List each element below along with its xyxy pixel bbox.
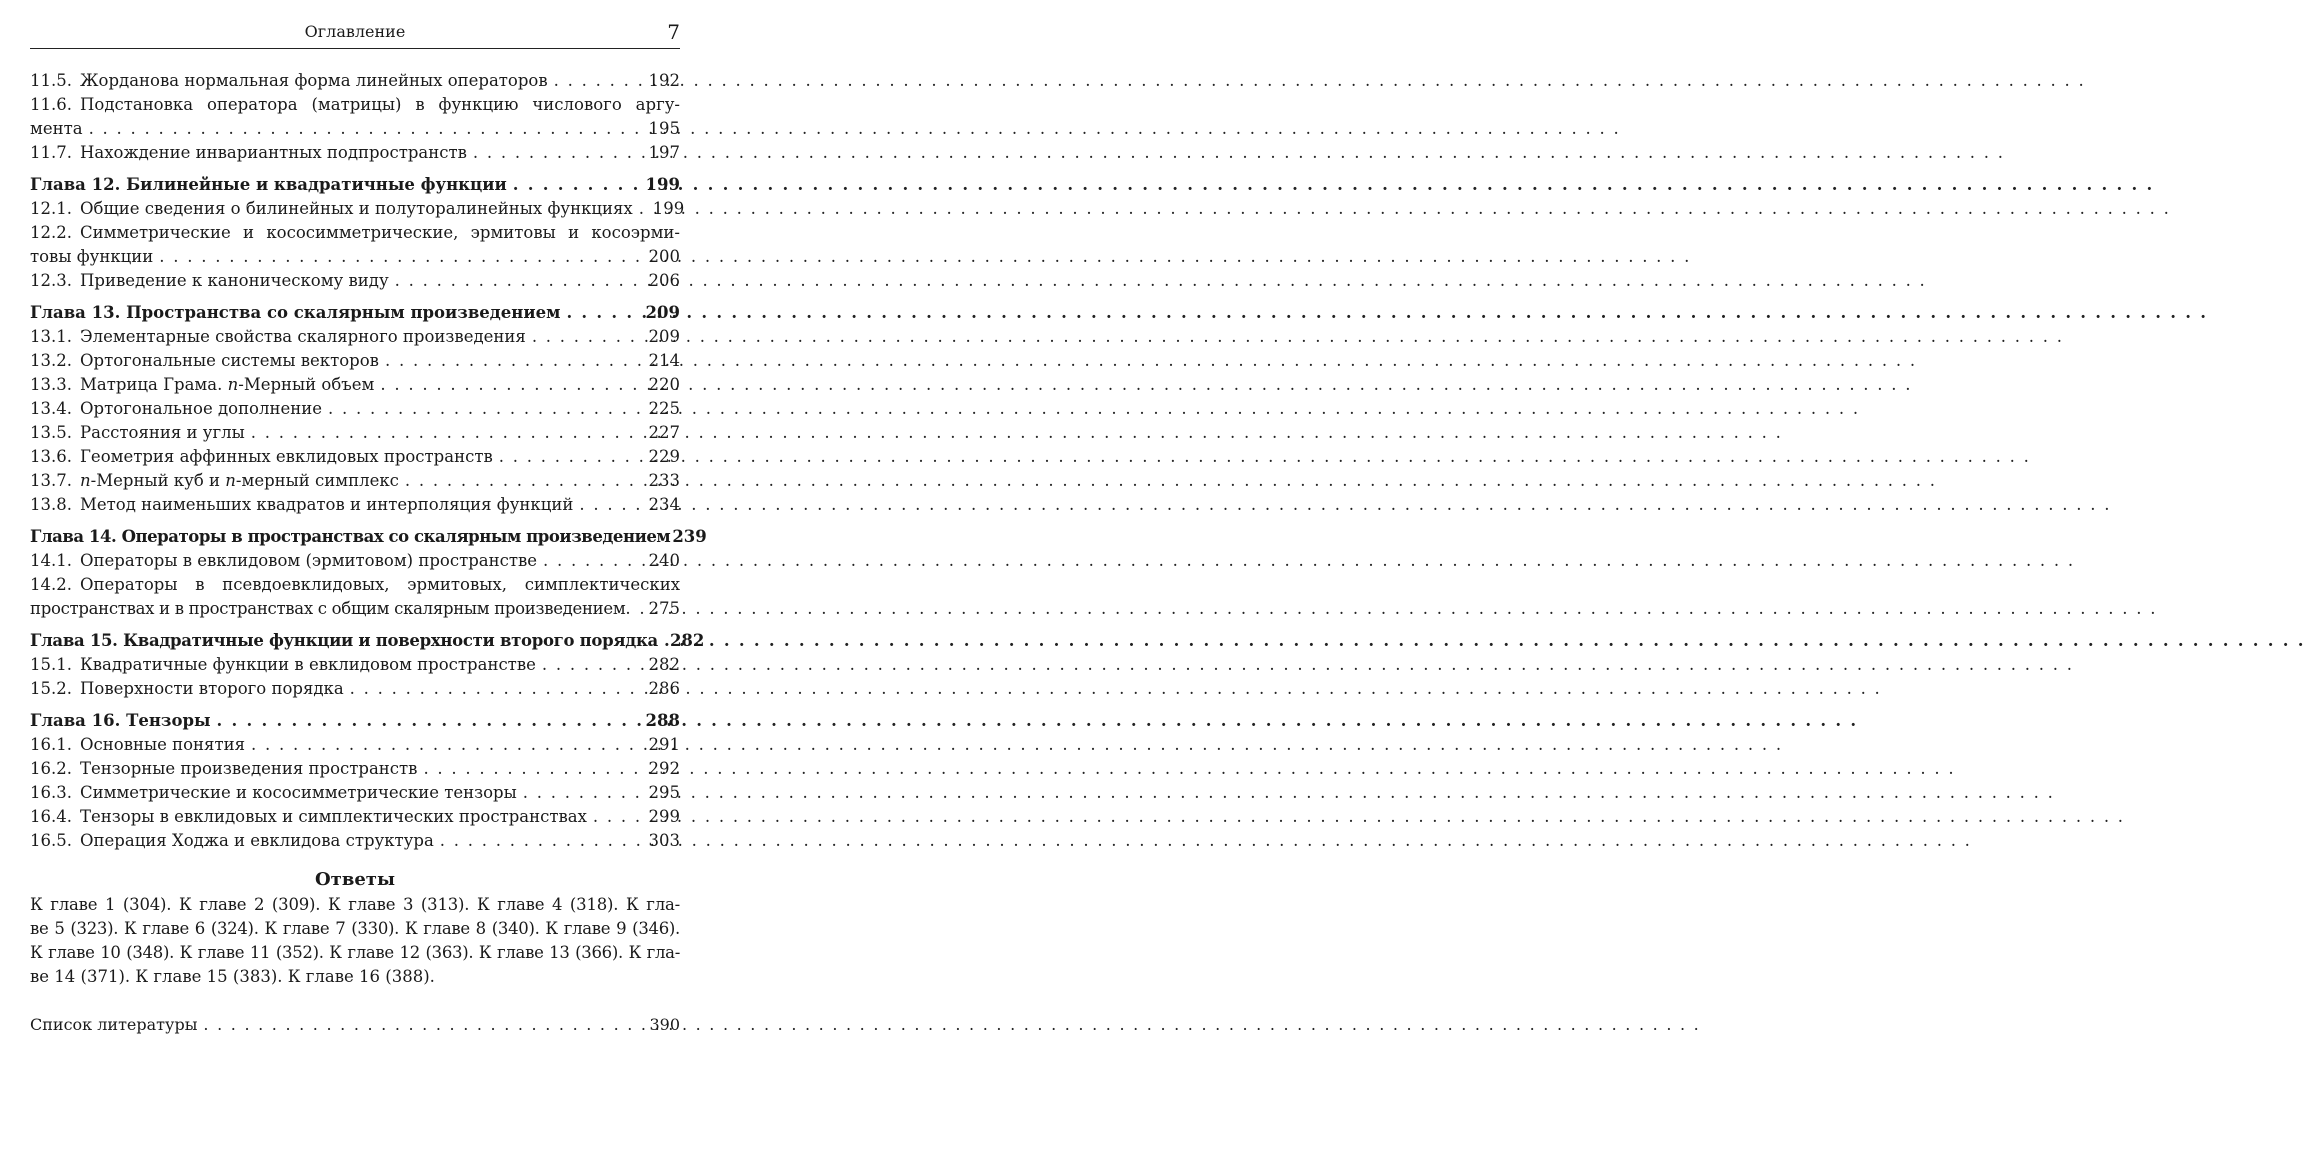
toc-leader-dots	[245, 421, 643, 445]
table-of-contents	[30, 69, 707, 853]
toc-entry-page: 233	[648, 471, 680, 490]
toc-leader-dots	[507, 173, 640, 197]
toc-leader-dots	[493, 445, 643, 469]
toc-entry-page: 292	[648, 759, 680, 778]
toc-chapter-13[interactable]	[30, 301, 680, 325]
toc-leader-dots	[536, 653, 643, 677]
toc-entry-title: Элементарные свойства скалярного произведения	[80, 327, 526, 346]
toc-leader-dots	[211, 709, 640, 733]
toc-entry-12-2-line2[interactable]	[30, 245, 680, 269]
toc-entry-page: 295	[648, 783, 680, 802]
toc-entry-page: 390	[649, 1015, 680, 1034]
toc-leader-dots	[389, 269, 643, 293]
toc-entry-number: 12.1.	[30, 199, 72, 218]
toc-entry-number: 12.2.	[30, 223, 72, 242]
toc-entry-page: 214	[648, 351, 680, 370]
toc-leader-dots	[417, 757, 642, 781]
toc-entry-12-1[interactable]	[30, 197, 685, 221]
toc-chapter-16[interactable]	[30, 709, 680, 733]
toc-entry-page: 206	[648, 271, 680, 290]
toc-entry-title: Приведение к каноническому виду	[80, 271, 389, 290]
toc-leader-dots	[153, 245, 642, 269]
answers-line[interactable]: К главе 1 (304). К главе 2 (309). К главе 3 (313). К главе 4 (318). К гла-	[30, 895, 680, 914]
toc-entry-title: Расстояния и углы	[80, 423, 245, 442]
toc-entry-16-5[interactable]	[30, 829, 680, 853]
toc-chapter-page: 209	[645, 303, 680, 322]
toc-leader-dots	[560, 301, 639, 325]
toc-leader-dots	[548, 69, 643, 93]
toc-entry-page: 286	[648, 679, 680, 698]
toc-leader-dots	[374, 373, 642, 397]
toc-entry-title: Подстановка оператора (матрицы) в функцию числового аргу-	[80, 95, 680, 114]
toc-entry-title-cont: товы функции	[30, 247, 154, 266]
toc-entry-title: Симметрические и кососимметрические, эрмитовы и косоэрми-	[80, 223, 680, 242]
toc-entry-page: 275	[648, 599, 680, 618]
toc-chapter-12[interactable]	[30, 173, 680, 197]
toc-entry-title-cont: пространствах и в пространствах с общим скалярным произведением	[30, 599, 626, 618]
toc-leader-dots	[197, 1013, 643, 1037]
toc-entry-literature[interactable]	[30, 1013, 680, 1037]
toc-entry-title: n-Мерный куб и n-мерный симплекс	[80, 471, 399, 490]
toc-entry-page: 303	[648, 831, 680, 850]
toc-entry-number: 13.2.	[30, 351, 72, 370]
toc-leader-dots	[526, 325, 643, 349]
toc-entry-number: 15.2.	[30, 679, 72, 698]
toc-entry-number: 11.6.	[30, 95, 72, 114]
toc-entry-number: 13.6.	[30, 447, 72, 466]
toc-leader-dots	[587, 805, 643, 829]
toc-entry-title: Общие сведения о билинейных и полуторалинейных функциях	[80, 199, 633, 218]
toc-entry-title: Жорданова нормальная форма линейных операторов	[80, 71, 548, 90]
toc-entry-page: 225	[648, 399, 680, 418]
toc-entry-number: 13.4.	[30, 399, 72, 418]
toc-entry-number: 16.3.	[30, 783, 72, 802]
toc-entry-title: Матрица Грама. n-Мерный объем	[80, 375, 375, 394]
answers-line[interactable]: ве 5 (323). К главе 6 (324). К главе 7 (330). К главе 8 (340). К главе 9 (346).	[30, 919, 680, 938]
toc-leader-dots	[83, 117, 643, 141]
toc-entry-number: 15.1.	[30, 655, 72, 674]
toc-entry-12-2-line1[interactable]	[30, 221, 680, 245]
toc-chapter-title: Глава 14. Операторы в пространствах со скалярным произведением	[30, 527, 671, 546]
toc-entry-page: 200	[648, 247, 680, 266]
toc-entry-number: 13.1.	[30, 327, 72, 346]
toc-chapter-15[interactable]	[30, 629, 705, 653]
toc-entry-13-3[interactable]	[30, 373, 680, 397]
toc-entry-13-7[interactable]	[30, 469, 680, 493]
toc-chapter-title: Глава 13. Пространства со скалярным произведением	[30, 303, 561, 322]
answers-line[interactable]: К главе 10 (348). К главе 11 (352). К главе 12 (363). К главе 13 (366). К гла-	[30, 943, 680, 962]
toc-entry-13-5[interactable]	[30, 421, 680, 445]
toc-entry-16-1[interactable]	[30, 733, 680, 757]
toc-entry-page: 227	[648, 423, 680, 442]
running-header	[30, 0, 680, 49]
toc-chapter-title: Глава 15. Квадратичные функции и поверхности второго порядка	[30, 631, 658, 650]
toc-entry-11-6-line1[interactable]	[30, 93, 680, 117]
toc-chapter-title: Глава 16. Тензоры	[30, 711, 211, 730]
toc-entry-number: 16.5.	[30, 831, 72, 850]
toc-entry-14-2-line1[interactable]	[30, 573, 680, 597]
toc-leader-dots	[625, 597, 642, 621]
toc-chapter-page: 239	[672, 527, 707, 546]
toc-entry-title: Метод наименьших квадратов и интерполяция функций	[80, 495, 574, 514]
toc-page	[30, 0, 707, 1037]
toc-entry-number: 11.5.	[30, 71, 72, 90]
toc-leader-dots	[517, 781, 643, 805]
toc-entry-13-8[interactable]	[30, 493, 680, 517]
toc-entry-number: 13.7.	[30, 471, 72, 490]
toc-chapter-page: 199	[645, 175, 680, 194]
toc-entry-title: Нахождение инвариантных подпространств	[80, 143, 467, 162]
toc-entry-number: 13.5.	[30, 423, 72, 442]
toc-leader-dots	[322, 397, 643, 421]
toc-entry-15-1[interactable]	[30, 653, 680, 677]
toc-chapter-page: 282	[669, 631, 705, 650]
toc-entry-16-2[interactable]	[30, 757, 680, 781]
toc-chapter-14[interactable]	[30, 525, 707, 549]
toc-leader-dots	[467, 141, 643, 165]
toc-leader-dots	[633, 197, 647, 221]
toc-entry-page: 199	[652, 199, 685, 218]
toc-entry-title: Операторы в псевдоевклидовых, эрмитовых, симплектических	[80, 575, 680, 594]
toc-entry-13-2[interactable]	[30, 349, 680, 373]
toc-entry-16-4[interactable]	[30, 805, 680, 829]
toc-entry-number: 14.2.	[30, 575, 72, 594]
toc-entry-title: Симметрические и кососимметрические тензоры	[80, 783, 517, 802]
toc-entry-page: 229	[648, 447, 680, 466]
toc-entry-title: Список литературы	[30, 1015, 198, 1034]
toc-entry-page: 192	[648, 71, 680, 90]
toc-entry-title: Операторы в евклидовом (эрмитовом) пространстве	[80, 551, 538, 570]
toc-entry-number: 13.3.	[30, 375, 72, 394]
toc-entry-12-3[interactable]	[30, 269, 680, 293]
toc-entry-number: 16.4.	[30, 807, 72, 826]
toc-entry-title: Поверхности второго порядка	[80, 679, 344, 698]
toc-entry-11-5[interactable]	[30, 69, 680, 93]
toc-entry-title: Ортогональное дополнение	[80, 399, 322, 418]
toc-entry-number: 16.2.	[30, 759, 72, 778]
toc-leader-dots	[245, 733, 643, 757]
toc-entry-13-4[interactable]	[30, 397, 680, 421]
toc-entry-number: 13.8.	[30, 495, 72, 514]
toc-entry-11-7[interactable]	[30, 141, 680, 165]
toc-leader-dots	[399, 469, 643, 493]
toc-entry-title-cont: мента	[30, 119, 83, 138]
answers-block	[30, 893, 680, 989]
toc-entry-page: 197	[648, 143, 680, 162]
toc-entry-title: Квадратичные функции в евклидовом пространстве	[80, 655, 536, 674]
toc-entry-16-3[interactable]	[30, 781, 680, 805]
toc-entry-page: 291	[648, 735, 680, 754]
toc-entry-13-1[interactable]	[30, 325, 680, 349]
header-page-number: 7	[667, 20, 680, 44]
toc-chapter-title: Глава 12. Билинейные и квадратичные функции	[30, 175, 507, 194]
answers-heading: Ответы	[315, 869, 395, 890]
toc-entry-number: 12.3.	[30, 271, 72, 290]
toc-chapter-page: 288	[645, 711, 680, 730]
toc-leader-dots	[344, 677, 643, 701]
answers-line[interactable]: ве 14 (371). К главе 15 (383). К главе 16 (388).	[30, 967, 435, 986]
toc-entry-15-2[interactable]	[30, 677, 680, 701]
toc-entry-number: 14.1.	[30, 551, 72, 570]
toc-entry-title: Основные понятия	[80, 735, 245, 754]
toc-entry-14-2-line2[interactable]	[30, 597, 680, 621]
toc-entry-14-1[interactable]	[30, 549, 680, 573]
toc-entry-page: 209	[648, 327, 680, 346]
toc-entry-number: 11.7.	[30, 143, 72, 162]
toc-leader-dots	[537, 549, 642, 573]
toc-leader-dots	[434, 829, 643, 853]
toc-entry-page: 195	[648, 119, 680, 138]
toc-entry-page: 299	[648, 807, 680, 826]
toc-entry-title: Геометрия аффинных евклидовых пространств	[80, 447, 493, 466]
toc-entry-13-6[interactable]	[30, 445, 680, 469]
header-title: Оглавление	[304, 22, 406, 41]
toc-entry-title: Операция Ходжа и евклидова структура	[80, 831, 434, 850]
toc-entry-title: Ортогональные системы векторов	[80, 351, 379, 370]
toc-entry-page: 220	[648, 375, 680, 394]
toc-leader-dots	[573, 493, 642, 517]
toc-leader-dots	[379, 349, 643, 373]
toc-entry-11-6-line2[interactable]	[30, 117, 680, 141]
toc-entry-title: Тензорные произведения пространств	[80, 759, 418, 778]
toc-entry-page: 240	[648, 551, 680, 570]
toc-entry-page: 282	[648, 655, 680, 674]
toc-entry-page: 234	[648, 495, 680, 514]
toc-entry-number: 16.1.	[30, 735, 72, 754]
toc-entry-title: Тензоры в евклидовых и симплектических пространствах	[80, 807, 587, 826]
